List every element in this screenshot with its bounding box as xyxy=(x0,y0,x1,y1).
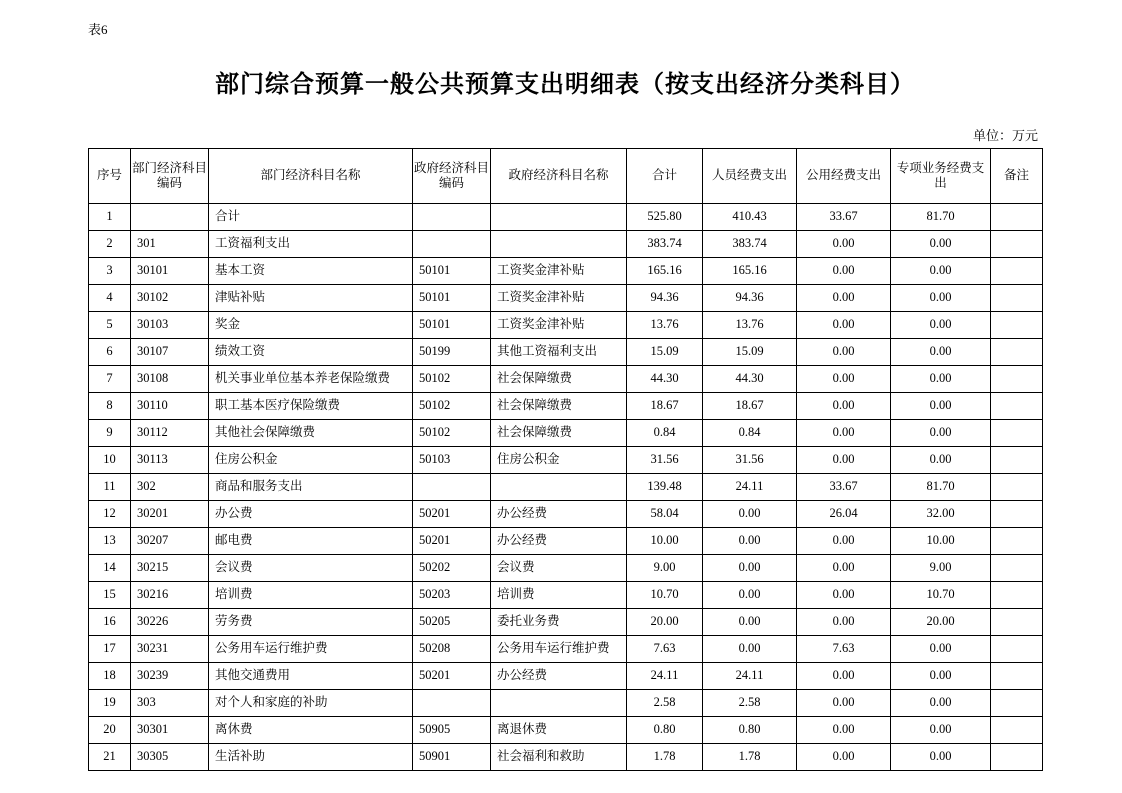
cell-public: 0.00 xyxy=(797,554,891,581)
cell-gov-code: 50202 xyxy=(413,554,491,581)
cell-dept-name: 其他交通费用 xyxy=(209,662,413,689)
cell-total: 1.78 xyxy=(627,743,703,770)
table-row xyxy=(89,635,1043,662)
cell-remark xyxy=(991,392,1043,419)
cell-public: 0.00 xyxy=(797,527,891,554)
cell-gov-name: 社会保障缴费 xyxy=(491,392,627,419)
cell-special: 0.00 xyxy=(891,365,991,392)
table-row xyxy=(89,257,1043,284)
cell-remark xyxy=(991,473,1043,500)
cell-remark xyxy=(991,365,1043,392)
table-row xyxy=(89,473,1043,500)
cell-dept-code: 30107 xyxy=(131,338,209,365)
cell-gov-code: 50208 xyxy=(413,635,491,662)
cell-total: 165.16 xyxy=(627,257,703,284)
cell-total: 15.09 xyxy=(627,338,703,365)
cell-gov-name: 办公经费 xyxy=(491,662,627,689)
cell-seq: 2 xyxy=(89,230,131,257)
cell-personnel: 24.11 xyxy=(703,662,797,689)
cell-remark xyxy=(991,230,1043,257)
cell-gov-code xyxy=(413,203,491,230)
cell-dept-code: 30216 xyxy=(131,581,209,608)
table-row xyxy=(89,716,1043,743)
cell-personnel: 0.00 xyxy=(703,500,797,527)
cell-personnel: 18.67 xyxy=(703,392,797,419)
cell-personnel: 94.36 xyxy=(703,284,797,311)
page-title: 部门综合预算一般公共预算支出明细表（按支出经济分类科目） xyxy=(215,70,915,98)
table-row xyxy=(89,446,1043,473)
cell-dept-code: 30226 xyxy=(131,608,209,635)
cell-seq: 21 xyxy=(89,743,131,770)
cell-remark xyxy=(991,527,1043,554)
cell-dept-code: 30101 xyxy=(131,257,209,284)
cell-special: 0.00 xyxy=(891,419,991,446)
cell-total: 2.58 xyxy=(627,689,703,716)
cell-gov-code: 50201 xyxy=(413,527,491,554)
cell-total: 7.63 xyxy=(627,635,703,662)
cell-gov-name xyxy=(491,230,627,257)
cell-total: 44.30 xyxy=(627,365,703,392)
cell-dept-name: 公务用车运行维护费 xyxy=(209,635,413,662)
table-row xyxy=(89,392,1043,419)
cell-dept-name: 住房公积金 xyxy=(209,446,413,473)
cell-gov-code xyxy=(413,230,491,257)
cell-gov-code: 50101 xyxy=(413,284,491,311)
table-body xyxy=(89,203,1043,770)
cell-gov-name: 办公经费 xyxy=(491,527,627,554)
cell-gov-name: 社会保障缴费 xyxy=(491,419,627,446)
cell-dept-name: 生活补助 xyxy=(209,743,413,770)
column-header-dept-name: 部门经济科目名称 xyxy=(209,148,413,203)
cell-gov-code: 50101 xyxy=(413,257,491,284)
cell-personnel: 1.78 xyxy=(703,743,797,770)
cell-gov-code: 50203 xyxy=(413,581,491,608)
cell-dept-code: 30108 xyxy=(131,365,209,392)
cell-gov-name xyxy=(491,203,627,230)
cell-public: 0.00 xyxy=(797,338,891,365)
cell-seq: 20 xyxy=(89,716,131,743)
cell-dept-code: 30201 xyxy=(131,500,209,527)
cell-total: 139.48 xyxy=(627,473,703,500)
cell-dept-code: 30113 xyxy=(131,446,209,473)
table-header-row xyxy=(89,148,1043,203)
cell-public: 0.00 xyxy=(797,257,891,284)
cell-total: 94.36 xyxy=(627,284,703,311)
cell-personnel: 410.43 xyxy=(703,203,797,230)
cell-gov-name: 会议费 xyxy=(491,554,627,581)
column-header-total: 合计 xyxy=(627,148,703,203)
cell-gov-name: 工资奖金津补贴 xyxy=(491,284,627,311)
cell-gov-name: 工资奖金津补贴 xyxy=(491,257,627,284)
cell-public: 0.00 xyxy=(797,419,891,446)
cell-dept-name: 劳务费 xyxy=(209,608,413,635)
cell-personnel: 44.30 xyxy=(703,365,797,392)
cell-dept-name: 商品和服务支出 xyxy=(209,473,413,500)
cell-seq: 7 xyxy=(89,365,131,392)
cell-seq: 12 xyxy=(89,500,131,527)
cell-personnel: 383.74 xyxy=(703,230,797,257)
cell-personnel: 15.09 xyxy=(703,338,797,365)
cell-special: 0.00 xyxy=(891,743,991,770)
sheet-label: 表6 xyxy=(88,22,108,37)
cell-total: 58.04 xyxy=(627,500,703,527)
cell-special: 0.00 xyxy=(891,716,991,743)
cell-dept-name: 绩效工资 xyxy=(209,338,413,365)
cell-dept-name: 机关事业单位基本养老保险缴费 xyxy=(209,365,413,392)
cell-public: 0.00 xyxy=(797,716,891,743)
cell-personnel: 31.56 xyxy=(703,446,797,473)
cell-dept-name: 培训费 xyxy=(209,581,413,608)
cell-remark xyxy=(991,635,1043,662)
cell-gov-code: 50102 xyxy=(413,419,491,446)
cell-public: 0.00 xyxy=(797,608,891,635)
cell-special: 0.00 xyxy=(891,662,991,689)
cell-dept-name: 津贴补贴 xyxy=(209,284,413,311)
cell-personnel: 0.00 xyxy=(703,527,797,554)
cell-remark xyxy=(991,743,1043,770)
cell-personnel: 24.11 xyxy=(703,473,797,500)
cell-public: 0.00 xyxy=(797,662,891,689)
cell-special: 0.00 xyxy=(891,311,991,338)
table-row xyxy=(89,203,1043,230)
cell-remark xyxy=(991,203,1043,230)
cell-seq: 10 xyxy=(89,446,131,473)
table-row xyxy=(89,527,1043,554)
cell-dept-code: 30207 xyxy=(131,527,209,554)
cell-public: 0.00 xyxy=(797,581,891,608)
cell-gov-code: 50199 xyxy=(413,338,491,365)
unit-note: 单位：万元 xyxy=(972,127,1038,143)
table-row xyxy=(89,608,1043,635)
cell-special: 0.00 xyxy=(891,689,991,716)
cell-public: 33.67 xyxy=(797,473,891,500)
cell-personnel: 165.16 xyxy=(703,257,797,284)
cell-dept-code xyxy=(131,203,209,230)
cell-special: 81.70 xyxy=(891,473,991,500)
cell-gov-name: 培训费 xyxy=(491,581,627,608)
cell-seq: 13 xyxy=(89,527,131,554)
column-header-remark: 备注 xyxy=(991,148,1043,203)
table-row xyxy=(89,230,1043,257)
cell-remark xyxy=(991,500,1043,527)
cell-gov-name: 公务用车运行维护费 xyxy=(491,635,627,662)
cell-seq: 15 xyxy=(89,581,131,608)
cell-gov-code: 50103 xyxy=(413,446,491,473)
cell-special: 10.70 xyxy=(891,581,991,608)
cell-remark xyxy=(991,446,1043,473)
cell-dept-code: 30215 xyxy=(131,554,209,581)
table-row xyxy=(89,689,1043,716)
cell-seq: 4 xyxy=(89,284,131,311)
cell-dept-code: 302 xyxy=(131,473,209,500)
cell-gov-code: 50901 xyxy=(413,743,491,770)
cell-seq: 1 xyxy=(89,203,131,230)
table-row xyxy=(89,500,1043,527)
cell-total: 20.00 xyxy=(627,608,703,635)
cell-special: 32.00 xyxy=(891,500,991,527)
cell-public: 33.67 xyxy=(797,203,891,230)
table-row xyxy=(89,338,1043,365)
cell-special: 0.00 xyxy=(891,230,991,257)
cell-total: 31.56 xyxy=(627,446,703,473)
column-header-seq: 序号 xyxy=(89,148,131,203)
cell-dept-name: 其他社会保障缴费 xyxy=(209,419,413,446)
cell-special: 0.00 xyxy=(891,338,991,365)
cell-dept-code: 30103 xyxy=(131,311,209,338)
column-header-special: 专项业务经费支出 xyxy=(891,148,991,203)
cell-gov-name: 社会保障缴费 xyxy=(491,365,627,392)
cell-remark xyxy=(991,716,1043,743)
cell-seq: 18 xyxy=(89,662,131,689)
cell-special: 9.00 xyxy=(891,554,991,581)
cell-personnel: 0.80 xyxy=(703,716,797,743)
cell-special: 0.00 xyxy=(891,284,991,311)
cell-dept-name: 奖金 xyxy=(209,311,413,338)
cell-gov-name: 住房公积金 xyxy=(491,446,627,473)
cell-public: 0.00 xyxy=(797,743,891,770)
cell-gov-name: 办公经费 xyxy=(491,500,627,527)
cell-dept-name: 合计 xyxy=(209,203,413,230)
cell-total: 525.80 xyxy=(627,203,703,230)
cell-gov-code xyxy=(413,473,491,500)
cell-personnel: 13.76 xyxy=(703,311,797,338)
cell-gov-code xyxy=(413,689,491,716)
cell-remark xyxy=(991,311,1043,338)
table-row xyxy=(89,419,1043,446)
cell-seq: 16 xyxy=(89,608,131,635)
cell-seq: 3 xyxy=(89,257,131,284)
cell-gov-code: 50201 xyxy=(413,500,491,527)
cell-gov-name: 离退休费 xyxy=(491,716,627,743)
cell-remark xyxy=(991,419,1043,446)
cell-public: 26.04 xyxy=(797,500,891,527)
cell-dept-name: 基本工资 xyxy=(209,257,413,284)
cell-special: 10.00 xyxy=(891,527,991,554)
cell-gov-code: 50102 xyxy=(413,365,491,392)
cell-dept-name: 工资福利支出 xyxy=(209,230,413,257)
cell-dept-code: 30239 xyxy=(131,662,209,689)
cell-total: 383.74 xyxy=(627,230,703,257)
cell-gov-name: 工资奖金津补贴 xyxy=(491,311,627,338)
cell-total: 24.11 xyxy=(627,662,703,689)
cell-public: 7.63 xyxy=(797,635,891,662)
cell-total: 18.67 xyxy=(627,392,703,419)
column-header-personnel: 人员经费支出 xyxy=(703,148,797,203)
column-header-gov-name: 政府经济科目名称 xyxy=(491,148,627,203)
cell-seq: 9 xyxy=(89,419,131,446)
cell-seq: 8 xyxy=(89,392,131,419)
cell-dept-code: 30231 xyxy=(131,635,209,662)
table-row xyxy=(89,284,1043,311)
cell-remark xyxy=(991,689,1043,716)
cell-gov-name xyxy=(491,473,627,500)
cell-personnel: 0.00 xyxy=(703,608,797,635)
cell-dept-name: 会议费 xyxy=(209,554,413,581)
table-header xyxy=(89,148,1043,203)
cell-public: 0.00 xyxy=(797,230,891,257)
cell-gov-name: 委托业务费 xyxy=(491,608,627,635)
cell-public: 0.00 xyxy=(797,689,891,716)
cell-personnel: 0.84 xyxy=(703,419,797,446)
cell-dept-name: 离休费 xyxy=(209,716,413,743)
cell-public: 0.00 xyxy=(797,446,891,473)
cell-remark xyxy=(991,257,1043,284)
table-row xyxy=(89,581,1043,608)
cell-special: 0.00 xyxy=(891,392,991,419)
column-header-public: 公用经费支出 xyxy=(797,148,891,203)
cell-remark xyxy=(991,662,1043,689)
cell-dept-name: 职工基本医疗保险缴费 xyxy=(209,392,413,419)
cell-gov-code: 50905 xyxy=(413,716,491,743)
table-row xyxy=(89,554,1043,581)
cell-public: 0.00 xyxy=(797,311,891,338)
cell-dept-code: 30112 xyxy=(131,419,209,446)
cell-public: 0.00 xyxy=(797,365,891,392)
cell-remark xyxy=(991,284,1043,311)
cell-public: 0.00 xyxy=(797,284,891,311)
cell-public: 0.00 xyxy=(797,392,891,419)
cell-total: 9.00 xyxy=(627,554,703,581)
cell-dept-name: 办公费 xyxy=(209,500,413,527)
cell-seq: 11 xyxy=(89,473,131,500)
cell-total: 0.80 xyxy=(627,716,703,743)
cell-seq: 5 xyxy=(89,311,131,338)
cell-remark xyxy=(991,581,1043,608)
cell-special: 20.00 xyxy=(891,608,991,635)
cell-gov-name xyxy=(491,689,627,716)
table-row xyxy=(89,743,1043,770)
cell-total: 0.84 xyxy=(627,419,703,446)
cell-personnel: 0.00 xyxy=(703,554,797,581)
cell-special: 0.00 xyxy=(891,635,991,662)
cell-total: 13.76 xyxy=(627,311,703,338)
cell-special: 0.00 xyxy=(891,446,991,473)
cell-gov-name: 社会福利和救助 xyxy=(491,743,627,770)
cell-total: 10.70 xyxy=(627,581,703,608)
cell-dept-code: 303 xyxy=(131,689,209,716)
column-header-gov-code: 政府经济科目编码 xyxy=(413,148,491,203)
table-row xyxy=(89,311,1043,338)
table-row xyxy=(89,365,1043,392)
cell-gov-name: 其他工资福利支出 xyxy=(491,338,627,365)
budget-table xyxy=(88,148,1043,771)
cell-dept-code: 301 xyxy=(131,230,209,257)
cell-remark xyxy=(991,554,1043,581)
cell-dept-name: 对个人和家庭的补助 xyxy=(209,689,413,716)
cell-seq: 14 xyxy=(89,554,131,581)
cell-dept-code: 30110 xyxy=(131,392,209,419)
cell-dept-code: 30305 xyxy=(131,743,209,770)
table-row xyxy=(89,662,1043,689)
cell-dept-code: 30102 xyxy=(131,284,209,311)
cell-personnel: 0.00 xyxy=(703,635,797,662)
cell-total: 10.00 xyxy=(627,527,703,554)
cell-dept-name: 邮电费 xyxy=(209,527,413,554)
cell-seq: 19 xyxy=(89,689,131,716)
cell-gov-code: 50102 xyxy=(413,392,491,419)
cell-personnel: 2.58 xyxy=(703,689,797,716)
cell-gov-code: 50201 xyxy=(413,662,491,689)
cell-remark xyxy=(991,338,1043,365)
cell-special: 0.00 xyxy=(891,257,991,284)
cell-gov-code: 50205 xyxy=(413,608,491,635)
cell-seq: 6 xyxy=(89,338,131,365)
cell-seq: 17 xyxy=(89,635,131,662)
cell-personnel: 0.00 xyxy=(703,581,797,608)
cell-gov-code: 50101 xyxy=(413,311,491,338)
cell-dept-code: 30301 xyxy=(131,716,209,743)
column-header-dept-code: 部门经济科目编码 xyxy=(131,148,209,203)
cell-special: 81.70 xyxy=(891,203,991,230)
cell-remark xyxy=(991,608,1043,635)
